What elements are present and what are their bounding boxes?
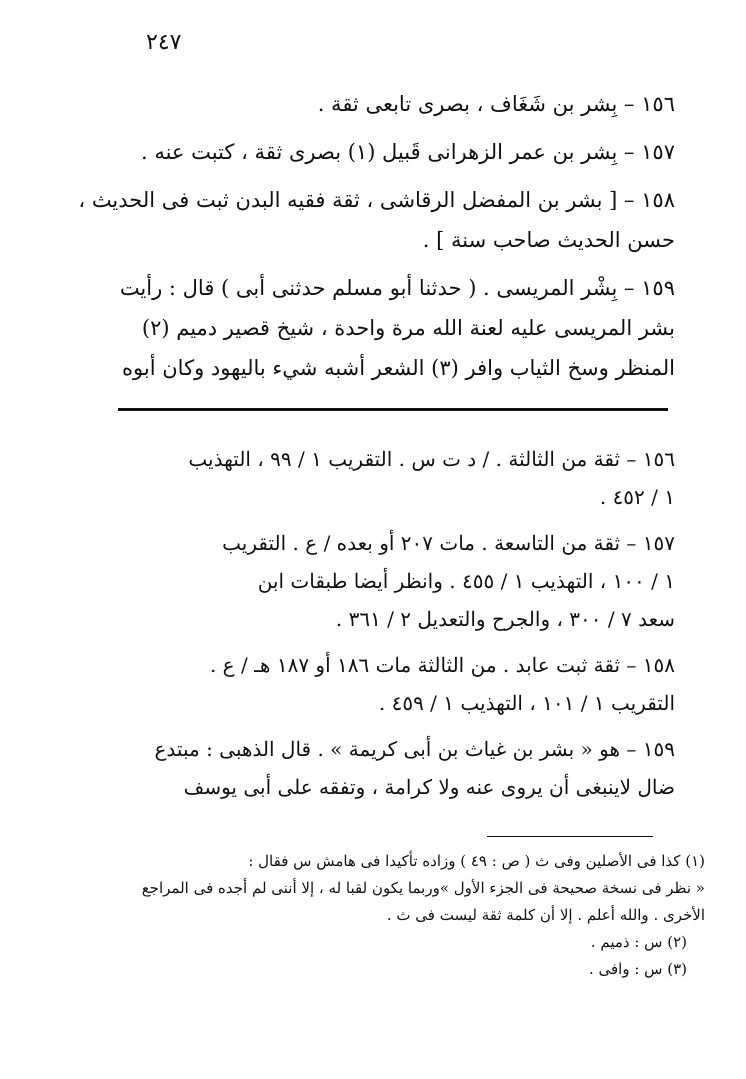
entry-line: ١٥٩ – بِشْر المريسى . ( حدثنا أبو مسلم حدثنى أبى ) قال : رأيت [119, 276, 675, 300]
note-line: ١٥٦ – ثقة من الثالثة . / د ت س . التقريب ١ / ٩٩ ، التهذيب [188, 447, 675, 471]
footnote-3: (٣) س : وافى . [588, 960, 687, 978]
entry-159 [100, 268, 675, 388]
main-entries [78, 84, 675, 388]
note-line: ضال لاينبغى أن يروى عنه ولا كرامة ، وتفقه على أبى يوسف [183, 775, 675, 799]
note-line: ١ / ٤٥٢ . [599, 485, 675, 509]
entry-line: المنظر وسخ الثياب وافر (٣) الشعر أشبه شيء باليهود وكان أبوه [122, 356, 675, 380]
entry-line: ١٥٦ – بِشر بن شَغَاف ، بصرى تابعى ثقة . [317, 92, 675, 116]
entry-line: ١٥٧ – بِشر بن عمر الزهرانى قَبيل (١) بصرى ثقة ، كتبت عنه . [140, 140, 675, 164]
main-divider-rule [118, 408, 668, 411]
footnote-divider-rule [487, 836, 653, 837]
note-line: ١٥٧ – ثقة من التاسعة . مات ٢٠٧ أو بعده / ع . التقريب [222, 531, 675, 555]
note-line: ١٥٨ – ثقة ثبت عابد . من الثالثة مات ١٨٦ أو ١٨٧ هـ / ع . [209, 653, 675, 677]
page-number: ٢٤٧ [146, 30, 182, 55]
note-158 [100, 646, 675, 722]
footnote-1-line: (١) كذا فى الأصلين وفى ث ( ص : ٤٩ ) وزاده تأكيدا فى هامش س فقال : [248, 852, 705, 870]
entry-158 [78, 180, 675, 260]
note-line: ١٥٩ – هو « بشر بن غياث بن أبى كريمة » . قال الذهبى : مبتدع [154, 737, 675, 761]
note-156 [100, 440, 675, 516]
entry-line: ١٥٨ – [ بشر بن المفضل الرقاشى ، ثقة فقيه البدن ثبت فى الحديث ، [78, 188, 675, 212]
editor-notes [100, 440, 675, 806]
note-157 [100, 524, 675, 638]
footnote-2: (٢) س : ذميم . [590, 933, 687, 951]
footnotes [90, 848, 705, 983]
footnote-1-line: الأخرى . والله أعلم . إلا أن كلمة ثقة ليست فى ث . [386, 906, 705, 924]
entry-line: بشر المريسى عليه لعنة الله مرة واحدة ، شيخ قصير دميم (٢) [141, 316, 675, 340]
entry-line: حسن الحديث صاحب سنة ] . [422, 228, 675, 252]
entry-157 [100, 132, 675, 172]
note-line: سعد ٧ / ٣٠٠ ، والجرح والتعديل ٢ / ٣٦١ . [335, 607, 675, 631]
note-159 [100, 730, 675, 806]
footnote-1-line: « نظر فى نسخة صحيحة فى الجزء الأول »وربما يكون لقبا له ، إلا أننى لم أجده فى المراجع [141, 879, 705, 897]
entry-156 [100, 84, 675, 124]
note-line: ١ / ١٠٠ ، التهذيب ١ / ٤٥٥ . وانظر أيضا طبقات ابن [257, 569, 675, 593]
note-line: التقريب ١ / ١٠١ ، التهذيب ١ / ٤٥٩ . [378, 691, 675, 715]
